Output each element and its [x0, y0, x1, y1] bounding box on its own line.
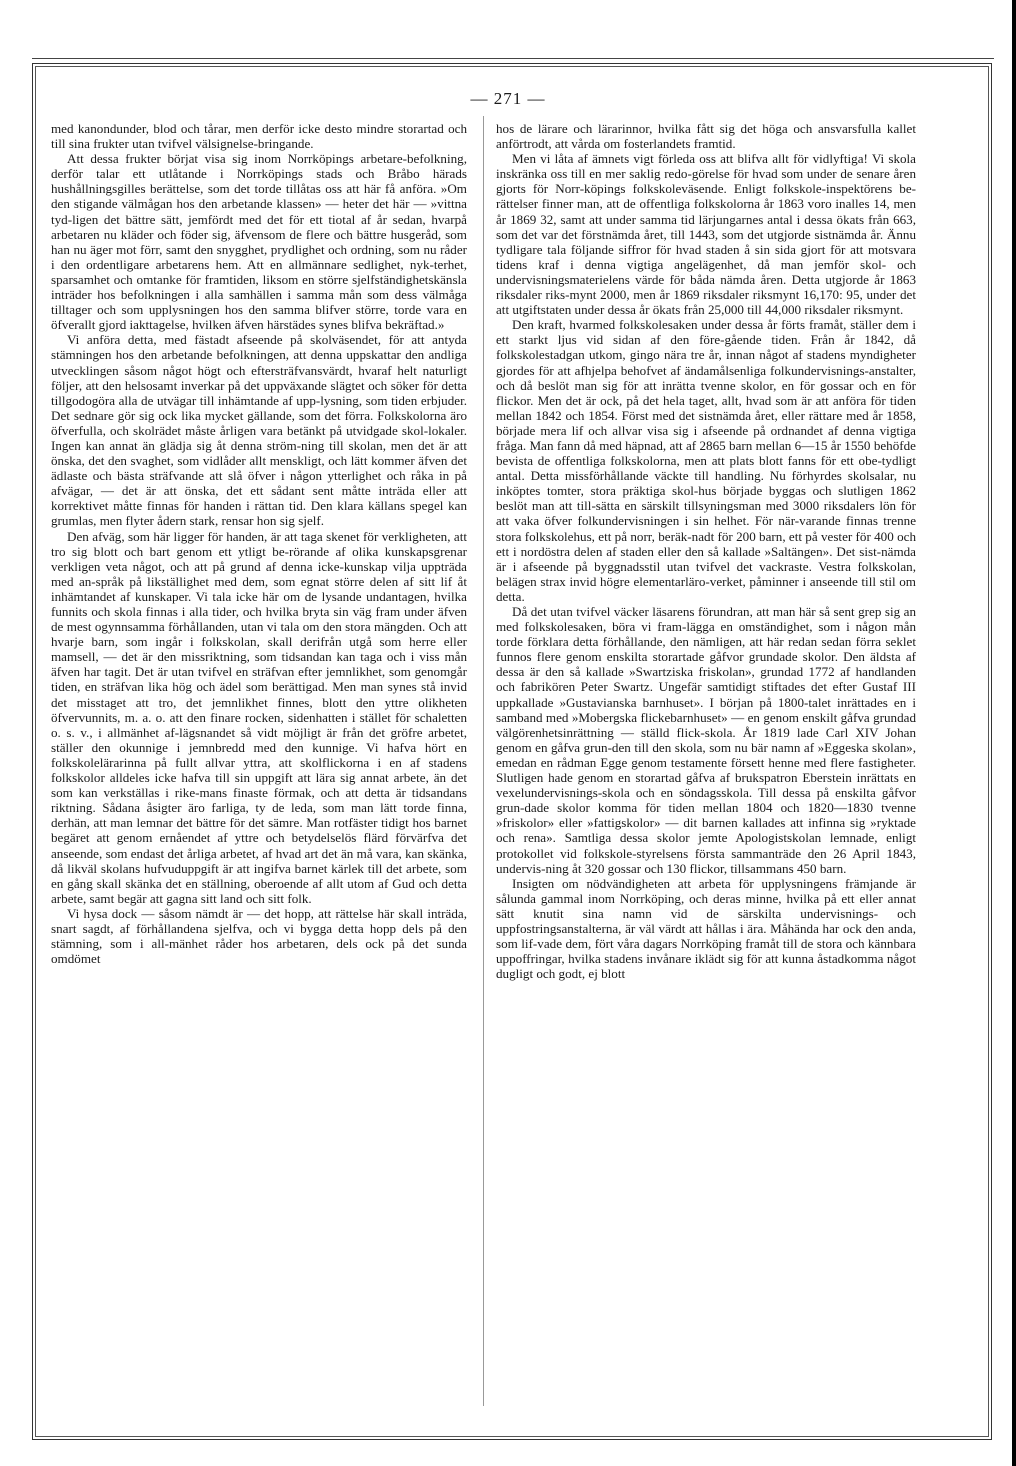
paragraph: Vi anföra detta, med fästadt afseende på skolväsendet, för att antyda stämningen hos den arbetande befolkningen, att denna uppskattar den andliga utvecklingen såsom något högt och eftersträfvansvärdt, hvaraf helt naturligt följer, att den helsosamt inverkar på det uppväxande slägtet och söker för detta tillgodogöra alla de utvägar till inhämtande af upp-lysning, som tiden erbjuder. Det sednare gör sig ock lika mycket gällande, som det förra. Folkskolorna äro öfverfulla, och skolrädet måste årligen vara betänkt på utvidgade skol-lokaler. Ingen kan annat än glädja sig åt denna ström-ning till skolan, men det är att önska, det den svaghet, som vidlåder allt menskligt, och lätt kommer äfven det ädlaste och bästa sträfvande att slå öfver i någon ytterlighet och råka in på afvägar, — det är att önska, det ett sådant sent måtte inträda eller att korrektivet måtte finnas för handen i rättan tid. Den klara källans spegel kan grumlas, men flyter ådern stark, rensar hon sig sjelf. [51, 332, 467, 529]
left-column [51, 121, 467, 1411]
paragraph: Vi hysa dock — såsom nämdt är — det hopp, att rättelse här skall inträda, snart sagdt, af förhållandena sjelfva, och vi bygga detta hopp dels på den stämning, som i all-mänhet råder hos arbetaren, dels ock på det sunda omdömet [51, 905, 467, 967]
page-number: — 271 — [470, 89, 546, 108]
paragraph: Insigten om nödvändigheten att arbeta för upplysningens främjande är sålunda gammal inom Norrköping, och deras minne, hvilka på ett eller annat sätt knutit sina namn vid de särskilta undervisnings- och uppfostringsanstalterna, är väl värdt att hållas i ära. Måhända har ock den anda, som lif-vade dem, fört våra dagars Norrköping framåt till de stora och kännbara uppoffringar, hvilka stadens invånare iklädt sig för att kunna åstadkomma något dugligt och godt, ej blott [496, 875, 916, 982]
column-divider [483, 116, 484, 1406]
paragraph: hos de lärare och lärarinnor, hvilka fått sig det höga och ansvarsfulla kallet anförtrodt, att vårda om fosterlandets framtid. [496, 121, 916, 152]
page-edge-rule [1012, 0, 1016, 1466]
paragraph: Den afväg, som här ligger för handen, är att taga skenet för verkligheten, att tro sig blott och bart genom ett ytligt be-rörande af olika kunskapsgrenar verkligen veta något, och att på grund af denna icke-kunskap vilja uppträda med an-språk på likställighet med dem, som egnat större delen af sitt lif åt inhämtandet af kunskaper. Vi tala icke här om de lysande undantagen, hvilka funnits och skola finnas i alla tider, och hvilka bryta sin väg fram under äfven de mest ogynnsamma förhållanden, utan vi tala om den stora mängden. Och att hvarje barn, som ingår i folkskolan, skall derifrån utgå som herre eller mamsell, — det är den missriktning, som tidsandan kan taga och i viss mån äfven har tagit. Det är utan tvifvel en sträfvan efter jemnlikhet, som genomgår tiden, en sträfvan lika hög och ädel som berättigad. Men man synes stå invid det misstaget att tro, det jemnlikhet finnes, blott den yttre olikheten öfvervunnits, m. a. o. att den finare rocken, sidenhatten i stället för schaletten o. s. v., i allmänhet af-lägsnandet så vidt möjligt är från det gröfre arbetet, ställer den okunnige i jemnbredd med den kunnige. Vi hafva hört en folkskolelärarinna på fullt allvar yttra, att skolflickorna i en af stadens folkskolor alldeles icke hafva till sin uppgift att lära sig annat arbete, än det som kan verkställas i rike-mans finaste förmak, och att detta är tidsandans riktning. Sådana åsigter äro farliga, ty de leda, som man lätt torde finna, derhän, att man lemnar det bättre för det sämre. Man rotfäster tidigt hos barnet begäret att genom ernåendet af yttre och betydelselös flärd förvärfva det anseende, som endast det årliga arbetet, af hvad art det än må vara, kan skänka, då likväl skolans hufvuduppgift är att ingifva barnet kärlek till det arbete, som en gång skall skänka det en ställning, oberoende af allt utom af Gud och detta arbete, samt begär att gagna sitt land och sitt folk. [51, 528, 467, 906]
paragraph: Att dessa frukter börjat visa sig inom Norrköpings arbetare-befolkning, derför talar ett utlåtande i Norrköpings stads och Bråbo härads hushållningsgilles berättelse, som det torde tillåtas oss att här få anföra. »Om den stigande välmågan hos den arbetande klassen» — heter det här — »vittna tyd-ligen det bättre sätt, jemfördt med det för ett tiotal af år sedan, hvarpå arbetaren nu kläder och föder sig, äfvensom de flere och bättre husgeråd, som han nu äger mot förr, samt den snygghet, prydlighet och ordning, som nu råder i den ordentligare arbetarens hem. Att en allmännare sedlighet, nyk-terhet, sparsamhet och omtanke för framtiden, liksom en större sjelfständighetskänsla inträder hos befolkningen i alla samhällen i samma mån som dess välmåga tilltager och som upplysningen hos den samma blifver större, torde vara en öfverallt gjord iakttagelse, hvilken äfven härstädes synes blifva bekräftad.» [51, 151, 467, 333]
top-rule [32, 58, 994, 59]
paragraph: Då det utan tvifvel väcker läsarens förundran, att man här så sent grep sig an med folkskolesaken, böra vi fram-lägga en omständighet, som i någon mån torde förklara detta förhållande, den nämligen, att här redan sedan förra seklet funnos flere genom enskilta storartade gåfvor grundade skolor. Den äldsta af dessa är den så kallade »Swartziska friskolan», grundad 1772 af handlanden och fabrikören Peter Swartz. Ungefär samtidigt stiftades det efter Gustaf III uppkallade »Gustavianska barnhuset». I början på 1800-talet inrättades en i samband med »Mobergska flickebarnhuset» — en genom enskilt gåfva grundad välgörenhetsinrättning — ställd flick-skola. År 1819 lade Carl XIV Johan genom en gåfva grun-den till den skola, som nu bär namn af »Eggeska skolan», emedan en rådman Egge genom testamente försett henne med flere fastigheter. Slutligen hade genom en storartad gåfva af brukspatron Eberstein inrättats en vexelundervisnings-skola och en söndagsskola. Till dessa på enskilta gåfvor grun-dade skolor komma för tiden mellan 1804 och 1820—1830 tvenne »friskolor» eller »fattigskolor» — dit barnen kallades att infinna sig »ryktade och rena». Samtliga dessa skolor jemte Apologistskolan lemnade, enligt protokollet vid folkskole-styrelsens första sammanträde den 26 April 1843, undervis-ning åt 320 gossar och 130 flickor, tillsammans 450 barn. [496, 604, 916, 876]
paragraph: Den kraft, hvarmed folkskolesaken under dessa år förts framåt, ställer dem i ett starkt ljus vid sidan af den före-gående tiden. Från år 1842, då folkskolestadgan utkom, gingo nära tre år, innan något af stadens myndigheter gjordes för att afhjelpa behofvet af ändamålsenliga folkundervisnings-anstalter, och då beslöt man sig för att inrätta tvenne skolor, en för gossar och en för flickor. Men det är ock, på det hela taget, allt, hvad som är att anföra för tiden mellan 1842 och 1854. Först med det sistnämda året, eller rättare med år 1858, började mera lif och allvar visa sig i afseende på ordnandet af denna vigtiga fråga. Man fann då med häpnad, att af 2865 barn mellan 6—15 år 1550 behöfde bevista de offentliga folkskolorna, men att plats blott fanns för ett obe-tydligt antal. Detta missförhållande väckte till handling. Nu förhyrdes skolsalar, nu inköptes tomter, stora präktiga skol-hus började byggas och slutligen 1862 beslöt man att till-sätta en särskilt tillsyningsman med 3000 riksdalers lön för att vaka öfver folkundervisningen i sin helhet. För när-varande finnas trenne stora folkskolehus, ett på norr, beräk-nadt för 200 barn, ett på vester för 400 och ett i nordöstra delen af staden eller den så kallade »Saltängen». Det sist-nämda är i afseende på byggnadsstil utan tvifvel det vackraste. Vestra folkskolan, belägen strax invid högre elementarläro-verket, påminner i anseende till stil om detta. [496, 317, 916, 604]
paragraph: med kanondunder, blod och tårar, men derför icke desto mindre storartad och till sina frukter utan tvifvel välsignelse-bringande. [51, 121, 467, 152]
paragraph: Men vi låta af ämnets vigt förleda oss att blifva allt för vidlyftiga! Vi skola inskränka oss till en mer saklig redo-görelse för hvad som under de senare åren gjorts för Norr-köpings folkskoleväsende. Enligt folkskole-inspektörens be-rättelser finner man, att de offentliga folkskolorna år 1863 voro inalles 14, men år 1869 32, samt att under samma tid lärjungarnes antal i dessa ökats från 663, som det var det förstnämda året, till 1443, som det utgjorde sistnämda år. Ännu tydligare tala följande siffror för hvad staden å sin sida gjort för att motsvara tidens kraf i denna vigtiga angelägenhet, då man jemför skol- och undervisningsmaterielens värde för båda nämda åren. Detta utgjorde år 1863 riksdaler riks-mynt 2000, men år 1869 riksdaler riksmynt 16,170: 95, under det att utgiftstaten under dessa år ökats från 25,000 till 44,000 riksdaler riksmynt. [496, 151, 916, 318]
right-column [496, 121, 916, 1411]
